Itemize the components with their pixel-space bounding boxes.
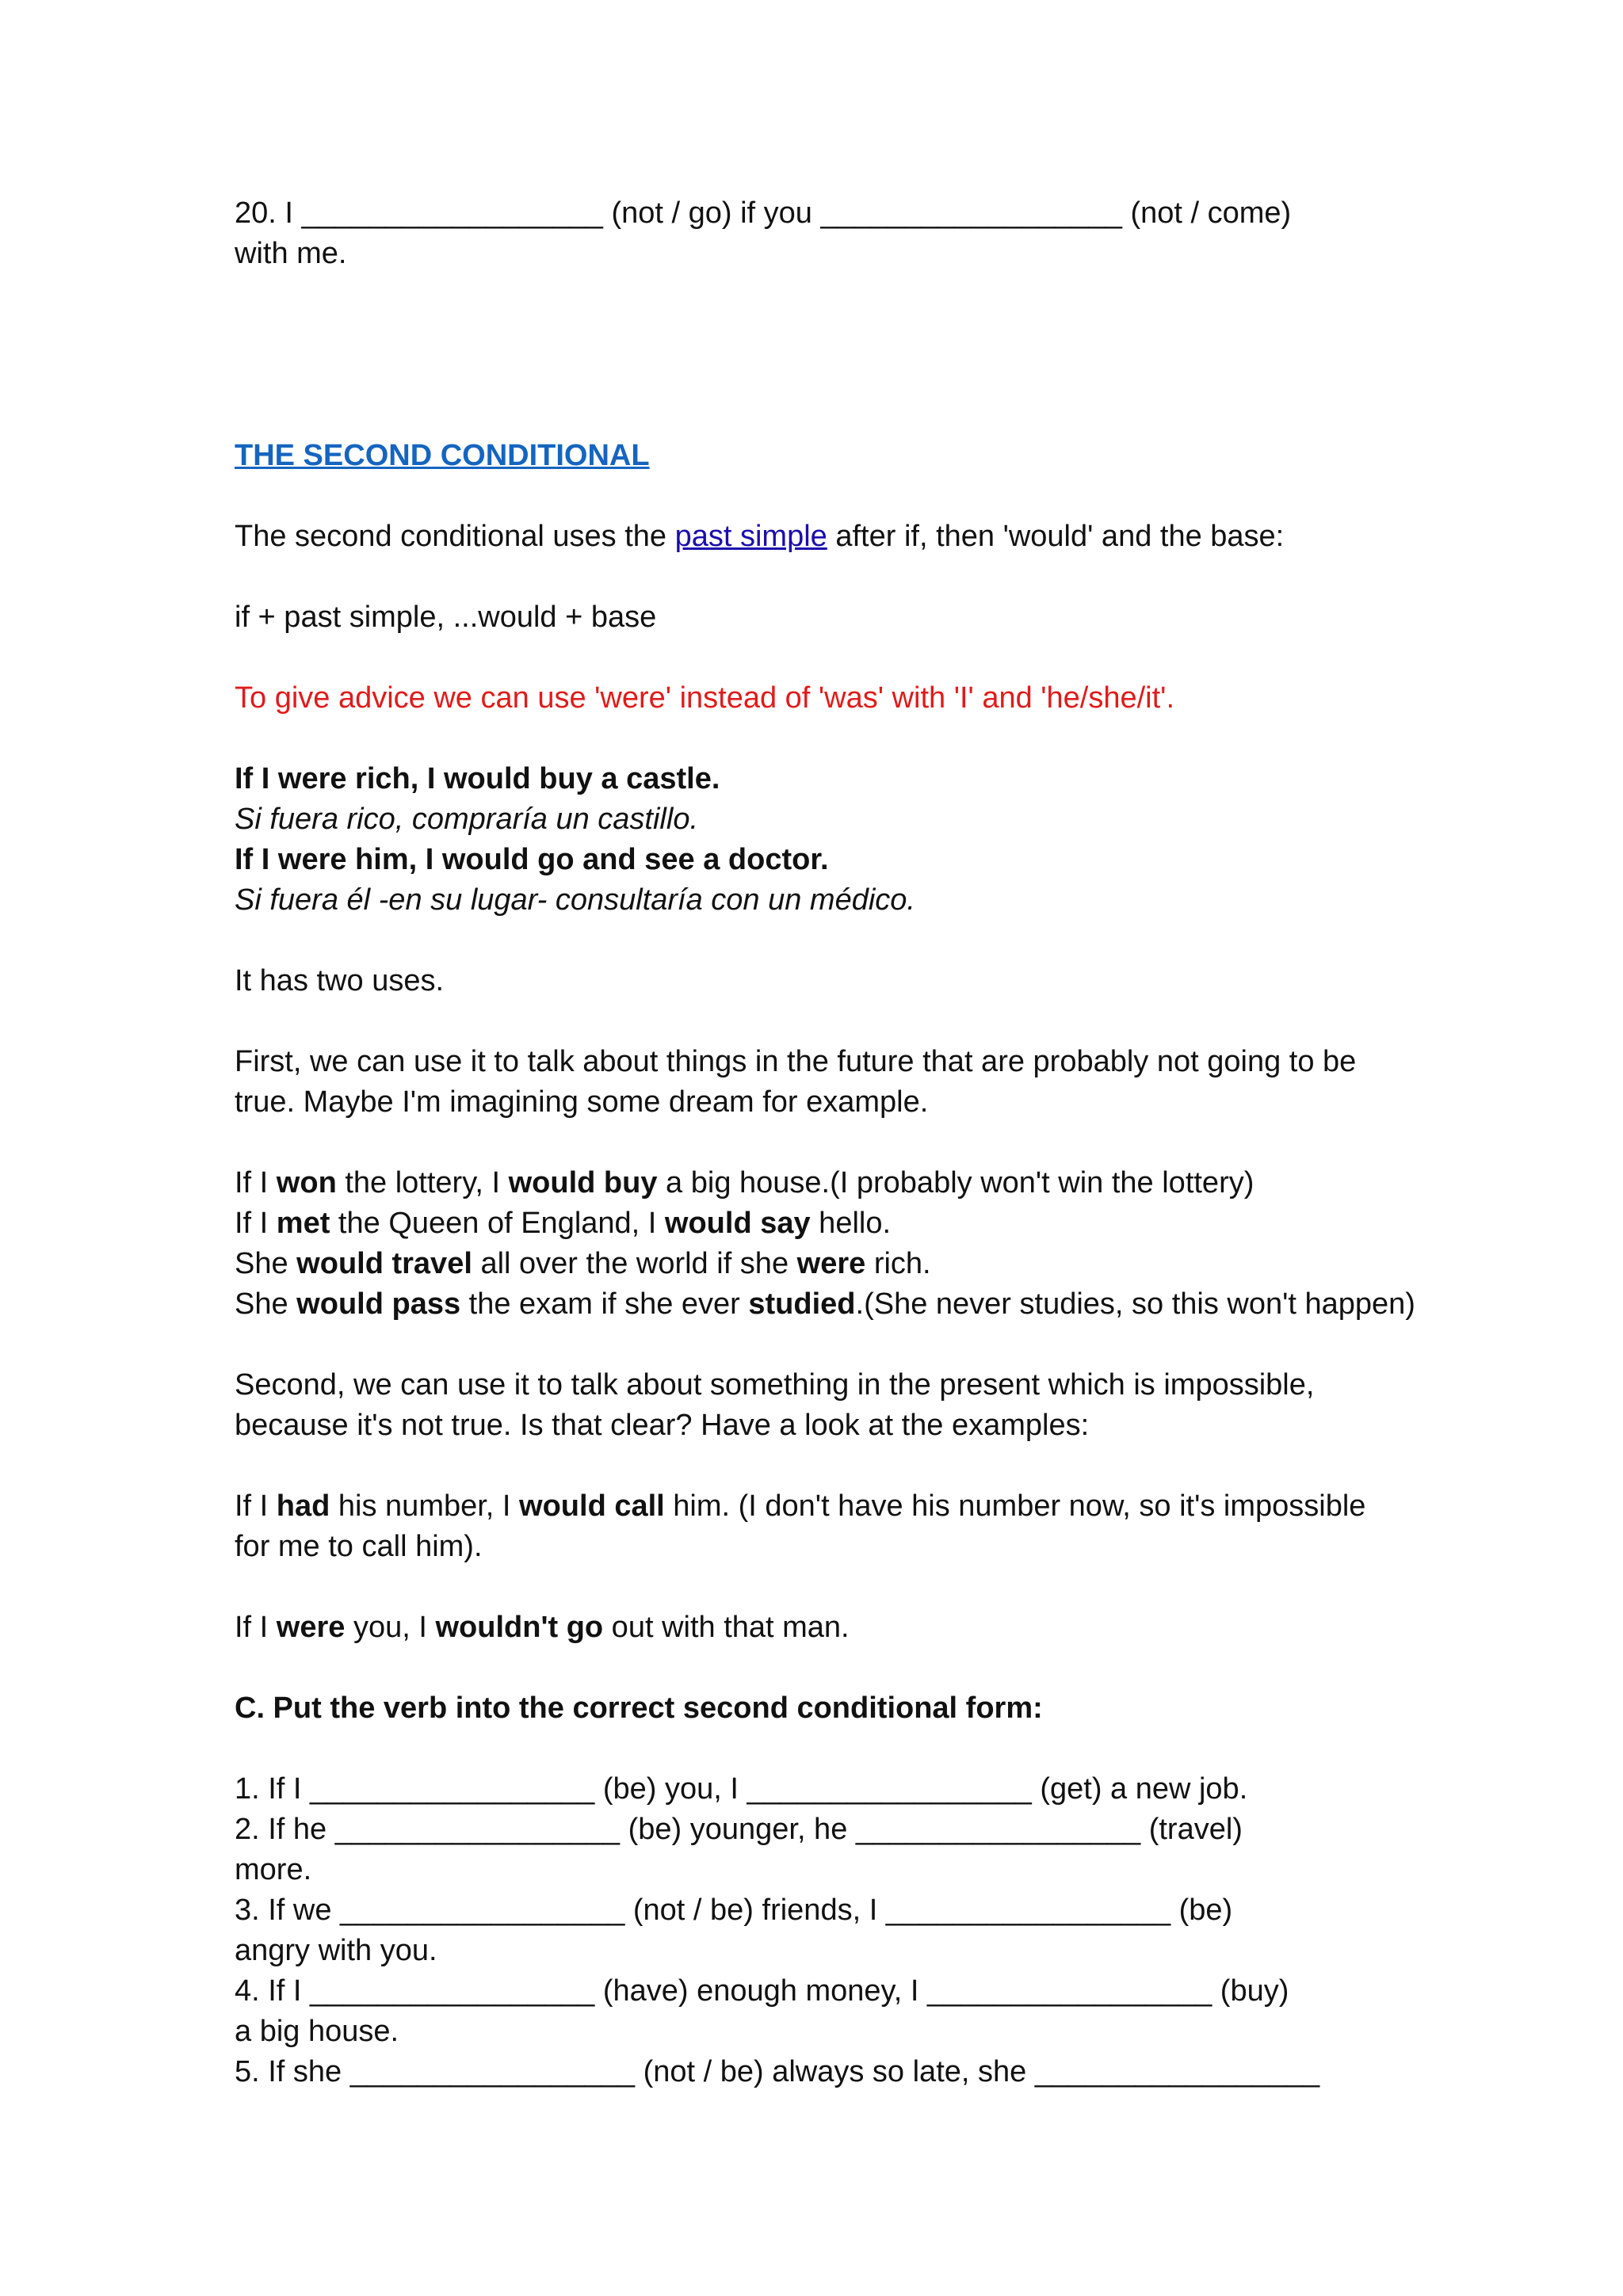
second-use-example	[235, 1486, 1423, 1567]
exercise-line: 4. If I _________________ (have) enough money, I _________________ (buy)	[235, 1974, 1289, 2008]
intro-text-before: The second conditional uses the	[235, 520, 675, 553]
advice-note: To give advice we can use 'were' instead of 'was' with 'I' and 'he/she/it'.	[235, 681, 1174, 715]
exercise-line: 2. If he _________________ (be) younger, he _________________ (travel)	[235, 1813, 1243, 1846]
question-20	[235, 193, 1423, 274]
example-line: If I met the Queen of England, I would say hello.	[235, 1207, 892, 1240]
document-page	[235, 193, 1423, 2092]
exercise-line: 5. If she _________________ (not / be) always so late, she _________________	[235, 2055, 1320, 2088]
example-line: If I were you, I wouldn't go out with that man.	[235, 1611, 850, 1644]
question-20-line-2: with me.	[235, 237, 347, 270]
intro-paragraph	[235, 517, 1423, 557]
two-uses-text: It has two uses.	[235, 964, 445, 997]
example-line: for me to call him).	[235, 1530, 483, 1563]
first-use-line-1: First, we can use it to talk about things in the future that are probably not going to be	[235, 1045, 1357, 1078]
exercise-line: a big house.	[235, 2015, 399, 2048]
exercise-line: angry with you.	[235, 1934, 437, 1967]
second-use-line-2: because it's not true. Is that clear? Have a look at the examples:	[235, 1409, 1090, 1442]
first-use-examples	[235, 1163, 1423, 1325]
past-simple-link[interactable]: past simple	[674, 520, 827, 553]
second-use-line-1: Second, we can use it to talk about something in the present which is impossible,	[235, 1368, 1315, 1402]
advice-examples	[235, 759, 1423, 921]
intro-text-after: after if, then 'would' and the base:	[827, 520, 1285, 553]
exercise-line: more.	[235, 1853, 312, 1886]
exercise-title: C. Put the verb into the correct second conditional form:	[235, 1691, 1043, 1725]
exercise-list	[235, 1769, 1423, 2092]
advice-example-en: If I were rich, I would buy a castle.	[235, 762, 720, 795]
question-20-line-1: 20. I __________________ (not / go) if you __________________ (not / come)	[235, 196, 1292, 230]
advice-example-es: Si fuera rico, compraría un castillo.	[235, 803, 699, 836]
first-use-paragraph	[235, 1042, 1423, 1123]
exercise-line: 1. If I _________________ (be) you, I _________________ (get) a new job.	[235, 1772, 1248, 1806]
formula: if + past simple, ...would + base	[235, 601, 657, 634]
advice-example-es: Si fuera él -en su lugar- consultaría con un médico.	[235, 883, 915, 917]
exercise-line: 3. If we _________________ (not / be) friends, I _________________ (be)	[235, 1894, 1233, 1927]
advice-example-en: If I were him, I would go and see a doctor.	[235, 843, 829, 876]
first-use-line-2: true. Maybe I'm imagining some dream for example.	[235, 1085, 929, 1119]
second-use-paragraph	[235, 1365, 1423, 1446]
section-heading: THE SECOND CONDITIONAL	[235, 439, 650, 472]
example-line: If I had his number, I would call him. (I don't have his number now, so it's impossible	[235, 1489, 1366, 1523]
example-line: If I won the lottery, I would buy a big house.(I probably won't win the lottery)	[235, 1166, 1254, 1199]
example-line: She would pass the exam if she ever studied.(She never studies, so this won't happen)	[235, 1287, 1415, 1321]
example-line: She would travel all over the world if she were rich.	[235, 1247, 931, 1280]
